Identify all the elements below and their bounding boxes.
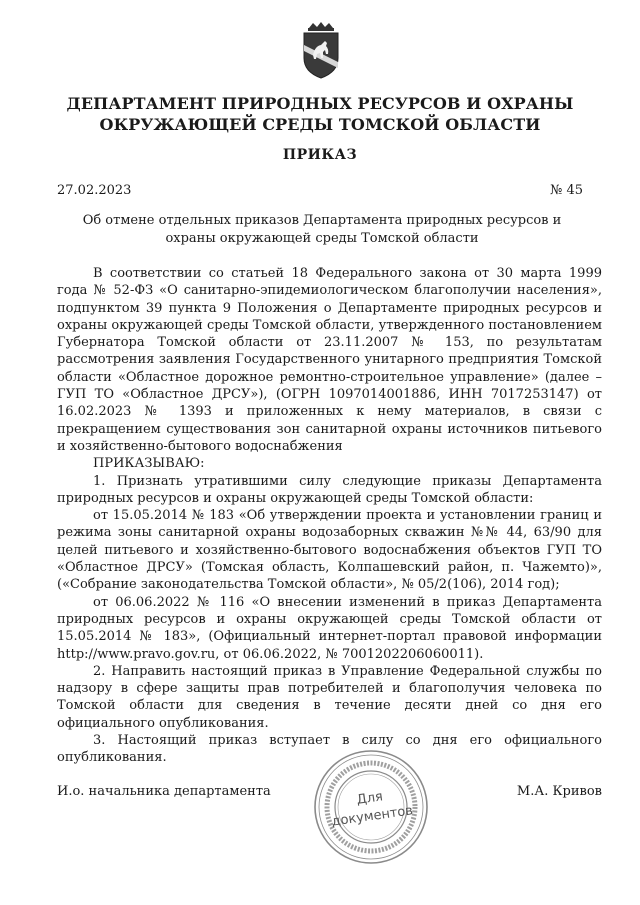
order-word: ПРИКАЗЫВАЮ: — [93, 456, 205, 472]
item-2: 2. Направить настоящий приказ в Управление Федеральной службы по надзору в сфере защиты прав потребителей и благополучия человека по Томской области для сведения в течение десяти дней со дня его официального опубликования. — [57, 663, 602, 731]
signatory-name: М.А. Кривов — [516, 784, 602, 799]
stamp-text-line1: Для — [355, 789, 384, 808]
item-1-b: от 06.06.2022 № 116 «О внесении изменений в приказ Департамента природных ресурсов и охраны окружающей среды Томской области от 15.05.2014 № 183», (Официальный интернет-портал правовой информации http://www.pravo.gov.ru, от 06.06.2022, № 7001202206060011). — [57, 594, 602, 662]
document-date: 27.02.2023 — [57, 183, 132, 198]
item-3: 3. Настоящий приказ вступает в силу со дня его официального опубликования. — [57, 733, 602, 766]
department-title-line2: ОКРУЖАЮЩЕЙ СРЕДЫ ТОМСКОЙ ОБЛАСТИ — [99, 115, 541, 134]
document-subject: Об отмене отдельных приказов Департамента природных ресурсов и охраны окружающей среды Томской области — [82, 213, 562, 246]
department-title — [40, 93, 600, 135]
document-body — [57, 265, 602, 767]
signatory-role: И.о. начальника департамента — [57, 784, 271, 799]
preamble-paragraph: В соответствии со статьей 18 Федерального закона от 30 марта 1999 года № 52-ФЗ «О санитарно-эпидемиологическом благополучии населения», подпунктом 39 пункта 9 Положения о Департаменте природных ресурсов и охраны окружающей среды Томской области, утвержденного постановлением Губернатора Томской области от 23.11.2007 № 153, по результатам рассмотрения заявления Государственного унитарного предприятия Томской области «Областное дорожное ремонтно-строительное управление» (далее – ГУП ТО «Областное ДРСУ»), (ОГРН 1097014001886, ИНН 7017253147) от 16.02.2023 № 1393 и приложенных к нему материалов, в связи с прекращением существования зон санитарной охраны источников питьевого и хозяйственно-бытового водоснабжения — [57, 266, 602, 454]
stamp-seal — [312, 748, 430, 866]
item-1-a: от 15.05.2014 № 183 «Об утверждении проекта и установлении границ и режима зоны санитарной охраны водозаборных скважин №№ 44, 63/90 для целей питьевого и хозяйственно-бытового водоснабжения объектов ГУП ТО «Областное ДРСУ» (Томская область, Колпашевский район, п. Чажемто)», («Собрание законодательства Томской области», № 05/2(106), 2014 год); — [57, 508, 602, 593]
stamp-text-line2: документов — [330, 803, 414, 830]
coat-of-arms-emblem — [299, 22, 343, 80]
item-1: 1. Признать утратившими силу следующие приказы Департамента природных ресурсов и охраны окружающей среды Томской области: — [57, 473, 602, 506]
document-type: ПРИКАЗ — [282, 147, 358, 163]
document-number: № 45 — [550, 183, 583, 198]
department-title-line1: ДЕПАРТАМЕНТ ПРИРОДНЫХ РЕСУРСОВ И ОХРАНЫ — [66, 94, 574, 113]
